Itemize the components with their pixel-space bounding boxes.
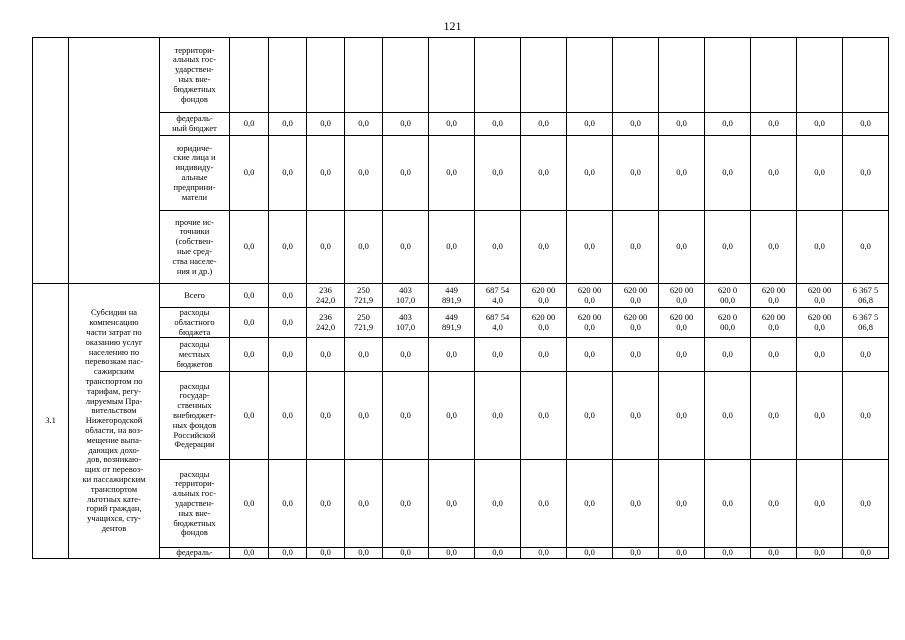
value-cell [230,38,269,113]
value-cell: 0,0 [521,136,567,211]
value-cell: 0,0 [345,136,383,211]
value-cell: 620 00 0,0 [613,284,659,308]
value-cell: 0,0 [475,211,521,284]
value-cell: 250 721,9 [345,284,383,308]
value-cell: 0,0 [521,372,567,460]
value-cell: 0,0 [705,372,751,460]
value-cell: 0,0 [843,548,889,559]
value-cell: 0,0 [797,460,843,548]
page-number: 121 [443,19,462,33]
value-cell: 620 00 0,0 [797,284,843,308]
value-cell: 0,0 [383,338,429,372]
value-cell: 0,0 [345,548,383,559]
value-cell: 0,0 [659,372,705,460]
source-cell: расходы областного бюджета [160,308,230,338]
value-cell: 0,0 [567,460,613,548]
value-cell: 0,0 [269,372,307,460]
value-cell: 0,0 [705,113,751,136]
value-cell: 0,0 [705,338,751,372]
table-row [33,38,889,113]
value-cell [307,38,345,113]
value-cell: 0,0 [705,460,751,548]
value-cell: 620 00 0,0 [751,308,797,338]
value-cell: 0,0 [797,136,843,211]
value-cell: 0,0 [659,460,705,548]
value-cell: 0,0 [521,113,567,136]
value-cell: 620 00 0,0 [521,284,567,308]
source-cell: прочие ис- точники (собствен- ные сред- ства населе- ния и др.) [160,211,230,284]
value-cell: 0,0 [230,372,269,460]
value-cell: 0,0 [429,338,475,372]
value-cell: 0,0 [307,460,345,548]
value-cell: 0,0 [429,136,475,211]
value-cell: 0,0 [345,372,383,460]
value-cell: 0,0 [269,460,307,548]
value-cell: 0,0 [751,338,797,372]
value-cell: 403 107,0 [383,284,429,308]
value-cell: 0,0 [230,136,269,211]
value-cell [567,38,613,113]
value-cell: 0,0 [475,338,521,372]
value-cell: 0,0 [613,113,659,136]
value-cell: 0,0 [797,338,843,372]
value-cell: 236 242,0 [307,308,345,338]
table-row [33,338,889,372]
value-cell: 0,0 [751,548,797,559]
value-cell: 0,0 [567,211,613,284]
value-cell: 6 367 5 06,8 [843,308,889,338]
value-cell: 0,0 [613,548,659,559]
value-cell: 0,0 [345,338,383,372]
value-cell: 0,0 [567,136,613,211]
table-row [33,460,889,548]
value-cell: 0,0 [307,372,345,460]
value-cell: 0,0 [659,113,705,136]
value-cell: 0,0 [567,338,613,372]
value-cell: 0,0 [383,548,429,559]
value-cell [269,38,307,113]
value-cell: 0,0 [429,548,475,559]
value-cell: 0,0 [230,113,269,136]
value-cell: 620 00 0,0 [659,308,705,338]
value-cell: 0,0 [613,338,659,372]
value-cell: 620 0 00,0 [705,284,751,308]
value-cell: 0,0 [429,460,475,548]
description-cell [69,38,160,284]
value-cell: 0,0 [751,136,797,211]
value-cell: 0,0 [843,372,889,460]
table-row [33,372,889,460]
value-cell [705,38,751,113]
table-row [33,284,889,308]
value-cell: 0,0 [567,372,613,460]
value-cell: 0,0 [705,548,751,559]
value-cell: 620 0 00,0 [705,308,751,338]
table-row [33,113,889,136]
value-cell [797,38,843,113]
value-cell: 0,0 [383,460,429,548]
value-cell: 0,0 [521,211,567,284]
value-cell: 0,0 [705,136,751,211]
value-cell: 0,0 [751,211,797,284]
value-cell: 0,0 [230,284,269,308]
value-cell: 0,0 [797,113,843,136]
value-cell: 0,0 [843,460,889,548]
value-cell: 403 107,0 [383,308,429,338]
value-cell: 0,0 [659,338,705,372]
value-cell: 0,0 [429,113,475,136]
item-number: 3.1 [33,284,69,559]
budget-table [32,37,889,559]
source-cell: юридиче- ские лица и индивиду- альные предприни- матели [160,136,230,211]
value-cell: 0,0 [843,211,889,284]
value-cell: 0,0 [843,113,889,136]
value-cell [345,38,383,113]
item-description: Субсидии на компенсацию части затрат по оказанию услуг населению по перевозкам пас- сажирским транспортом по тарифам, регу- лируемым Пра- вительством Нижегородской области, на воз- мещение выпа- дающих дохо- дов, возникаю- щих от перевоз- ки пассажирским транспортом льготных кате- горий граждан, учащихся, сту- дентов [69,284,160,559]
value-cell: 0,0 [383,372,429,460]
value-cell: 0,0 [751,460,797,548]
value-cell: 0,0 [613,136,659,211]
value-cell: 0,0 [475,113,521,136]
value-cell: 0,0 [475,372,521,460]
value-cell: 0,0 [307,338,345,372]
value-cell: 0,0 [269,338,307,372]
value-cell: 0,0 [345,460,383,548]
value-cell: 620 00 0,0 [613,308,659,338]
value-cell: 0,0 [269,284,307,308]
value-cell: 0,0 [613,460,659,548]
value-cell: 0,0 [659,211,705,284]
value-cell: 0,0 [429,211,475,284]
value-cell: 0,0 [269,548,307,559]
value-cell: 0,0 [230,548,269,559]
value-cell: 250 721,9 [345,308,383,338]
value-cell: 0,0 [230,338,269,372]
value-cell [383,38,429,113]
value-cell: 0,0 [751,113,797,136]
value-cell: 0,0 [751,372,797,460]
value-cell: 620 00 0,0 [659,284,705,308]
value-cell: 0,0 [705,211,751,284]
value-cell: 6 367 5 06,8 [843,284,889,308]
value-cell: 0,0 [521,460,567,548]
value-cell: 0,0 [797,372,843,460]
source-cell: Всего [160,284,230,308]
value-cell: 449 891,9 [429,284,475,308]
value-cell: 687 54 4,0 [475,308,521,338]
value-cell: 0,0 [659,548,705,559]
value-cell [843,38,889,113]
value-cell: 0,0 [797,548,843,559]
value-cell: 0,0 [269,308,307,338]
value-cell: 0,0 [613,372,659,460]
source-cell: расходы территори- альных гос- ударствен- ных вне- бюджетных фондов [160,460,230,548]
value-cell: 0,0 [797,211,843,284]
value-cell: 0,0 [269,113,307,136]
value-cell: 620 00 0,0 [797,308,843,338]
value-cell: 449 891,9 [429,308,475,338]
value-cell: 0,0 [230,460,269,548]
source-cell: федераль- [160,548,230,559]
value-cell: 687 54 4,0 [475,284,521,308]
source-cell: федераль- ный бюджет [160,113,230,136]
table-body [33,38,889,559]
value-cell: 620 00 0,0 [567,284,613,308]
source-cell: расходы местных бюджетов [160,338,230,372]
value-cell: 0,0 [383,136,429,211]
value-cell: 0,0 [521,338,567,372]
source-cell: территори- альных гос- ударствен- ных вне- бюджетных фондов [160,38,230,113]
value-cell [659,38,705,113]
number-cell [33,38,69,284]
value-cell: 0,0 [383,211,429,284]
value-cell: 0,0 [345,211,383,284]
value-cell: 0,0 [475,460,521,548]
table-row [33,136,889,211]
value-cell: 0,0 [230,308,269,338]
value-cell: 0,0 [475,548,521,559]
value-cell: 0,0 [567,548,613,559]
value-cell: 620 00 0,0 [567,308,613,338]
value-cell: 0,0 [475,136,521,211]
value-cell: 0,0 [843,338,889,372]
value-cell [429,38,475,113]
table-row [33,211,889,284]
value-cell: 0,0 [269,211,307,284]
value-cell [475,38,521,113]
value-cell: 0,0 [345,113,383,136]
value-cell: 0,0 [230,211,269,284]
value-cell: 620 00 0,0 [521,308,567,338]
value-cell: 0,0 [269,136,307,211]
value-cell: 0,0 [613,211,659,284]
value-cell: 0,0 [429,372,475,460]
value-cell [751,38,797,113]
value-cell: 0,0 [521,548,567,559]
value-cell: 236 242,0 [307,284,345,308]
source-cell: расходы государ- ственных внебюджет- ных фондов Российской Федерации [160,372,230,460]
value-cell: 620 00 0,0 [751,284,797,308]
value-cell: 0,0 [307,136,345,211]
value-cell: 0,0 [307,548,345,559]
value-cell: 0,0 [843,136,889,211]
value-cell [613,38,659,113]
value-cell: 0,0 [567,113,613,136]
table-row [33,548,889,559]
value-cell: 0,0 [307,113,345,136]
value-cell: 0,0 [383,113,429,136]
value-cell: 0,0 [659,136,705,211]
table-row [33,308,889,338]
value-cell [521,38,567,113]
value-cell: 0,0 [307,211,345,284]
